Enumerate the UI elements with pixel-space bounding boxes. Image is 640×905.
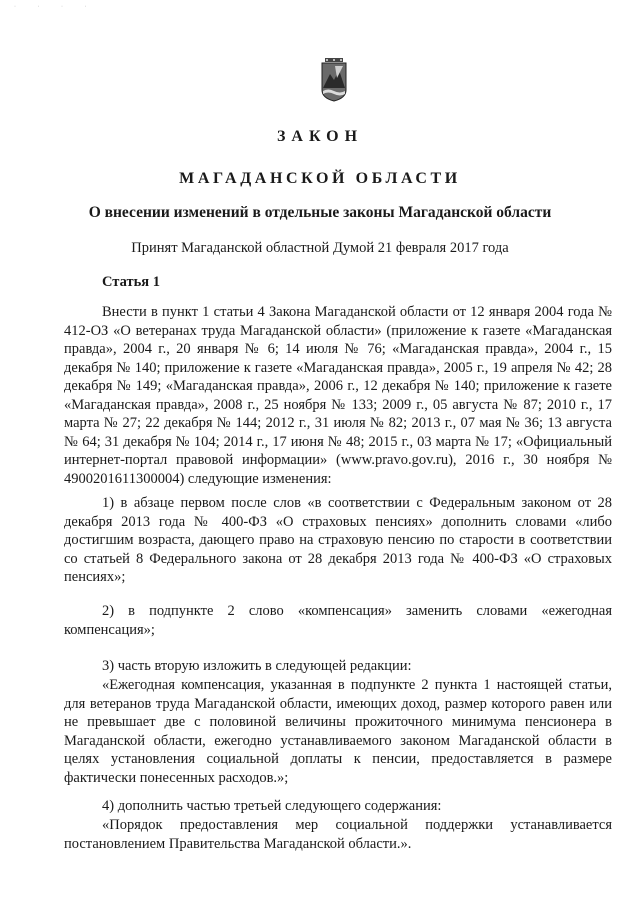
scan-artifacts: · · · · [14,4,97,10]
amendment-item-3-text: «Ежегодная компенсация, указанная в подпункте 2 пункта 1 настоящей статьи, для ветеранов труда Магаданской области, имеющих доход, размер которого равен или не превышает две с половиной величины прожиточного минимума пенсионера в Магаданской области, ежегодно устанавливаемого законом Магаданской области в целях установления социальной доплаты к пенсии, предоставляется в размере фактически понесенных расходов.»; [64,677,612,786]
amendment-item-4: 4) дополнить частью третьей следующего содержания: [102,798,442,814]
coat-of-arms-icon [319,58,349,102]
region-title: МАГАДАНСКОЙ ОБЛАСТИ [179,170,461,187]
amendment-item-2: 2) в подпункте 2 слово «компенсация» заменить словами «ежегодная компенсация»; [64,603,612,638]
article-heading: Статья 1 [102,274,160,290]
adoption-line: Принят Магаданской областной Думой 21 февраля 2017 года [131,240,509,256]
document-title: ЗАКОН [276,128,364,145]
amendment-item-3: 3) часть вторую изложить в следующей редакции: [102,658,412,674]
amendment-item-1: 1) в абзаце первом после слов «в соответствии с Федеральным законом от 28 декабря 2013 года № 400-ФЗ «О страховых пенсиях» дополнить словами «либо достигшим возраста, дающего право на страховую пенсию по старости в соответствии со статьей 8 Федерального закона от 28 декабря 2013 года № 400-ФЗ «О страховых пенсиях»; [64,495,612,585]
amendment-item-4-text: «Порядок предоставления мер социальной поддержки устанавливается постановлением Правительства Магаданской области.». [64,817,612,852]
article-intro-paragraph: Внести в пункт 1 статьи 4 Закона Магаданской области от 12 января 2004 года № 412-ОЗ «О ветеранах труда Магаданской области» (приложение к газете «Магаданская правда», 2004 г., 20 января № 6; 14 июля № 76; «Магаданская правда», 2004 г., 15 декабря № 140; приложение к газете «Магаданская правда», 2005 г., 19 апреля № 42; 28 декабря № 149; «Магаданская правда», 2006 г., 12 декабря № 140; приложение к газете «Магаданская правда», 2008 г., 25 ноября № 133; 2009 г., 05 августа № 87; 2010 г., 17 марта № 27; 22 декабря № 144; 2012 г., 31 июля № 82; 2013 г., 07 мая № 36; 13 августа № 64; 31 декабря № 104; 2014 г., 17 июня № 48; 2015 г., 03 марта № 17; «Официальный интернет-портал правовой информации» (www.pravo.gov.ru), 2016 г., 30 ноября № 4900201611300004) следующие изменения: [64,304,612,487]
law-subject: О внесении изменений в отдельные законы Магаданской области [88,204,552,221]
